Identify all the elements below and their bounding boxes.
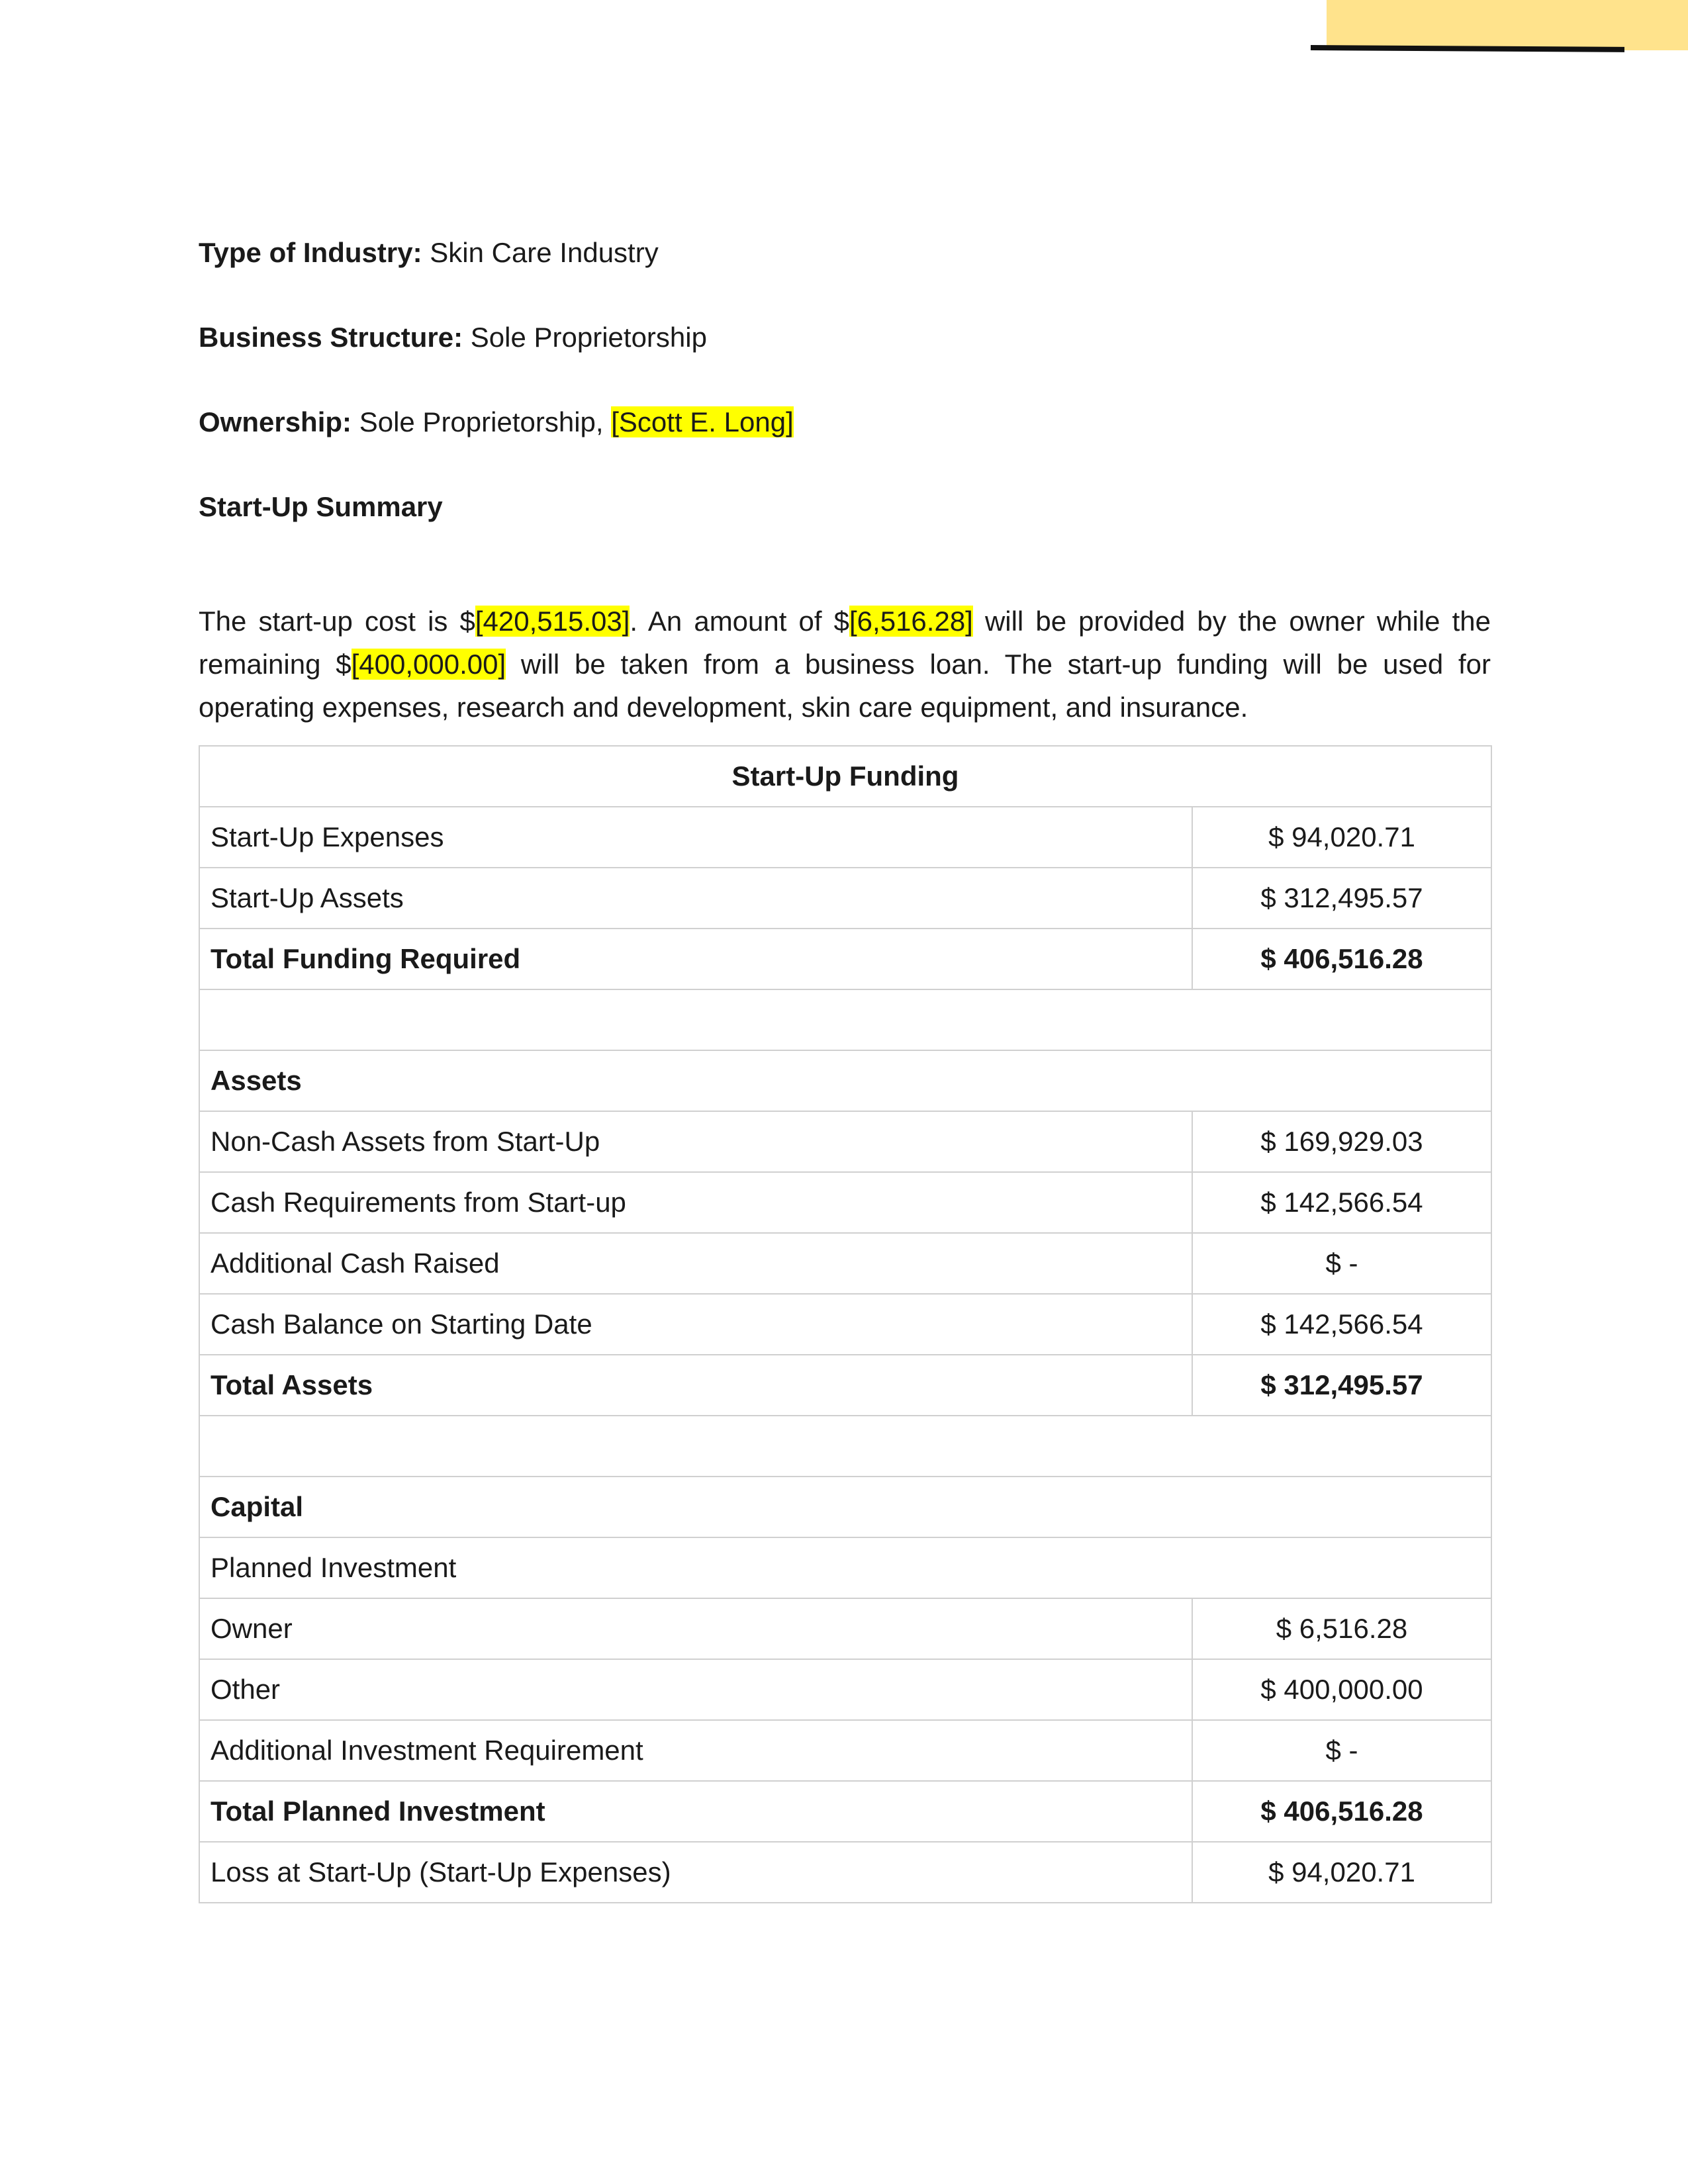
table-title-row — [199, 746, 1491, 807]
row-label: Cash Requirements from Start-up — [199, 1172, 1192, 1233]
structure-label: Business Structure: — [199, 322, 463, 353]
spacer-row — [199, 989, 1491, 1050]
table-row — [199, 1720, 1491, 1781]
row-label: Non-Cash Assets from Start-Up — [199, 1111, 1192, 1172]
row-amount: $ 169,929.03 — [1192, 1111, 1491, 1172]
corner-accent-tab — [1327, 0, 1688, 50]
corner-accent-rule — [1311, 45, 1624, 52]
row-amount: $ 142,566.54 — [1192, 1294, 1491, 1355]
table-row — [199, 868, 1491, 929]
row-label: Additional Cash Raised — [199, 1233, 1192, 1294]
total-row — [199, 929, 1491, 989]
ownership-field — [199, 405, 794, 439]
table-row — [199, 1172, 1491, 1233]
startup-summary-heading: Start-Up Summary — [199, 491, 443, 522]
total-row — [199, 1355, 1491, 1416]
row-label: Start-Up Expenses — [199, 807, 1192, 868]
section-label: Assets — [199, 1050, 1491, 1111]
row-amount: $ 406,516.28 — [1192, 1781, 1491, 1842]
structure-field — [199, 320, 707, 355]
table-row — [199, 1842, 1491, 1903]
summary-text-1: The start-up cost is $ — [199, 606, 475, 637]
total-row — [199, 1781, 1491, 1842]
row-label: Total Planned Investment — [199, 1781, 1192, 1842]
row-label: Total Funding Required — [199, 929, 1192, 989]
table-title: Start-Up Funding — [199, 746, 1491, 807]
summary-text-2: . An amount of $ — [630, 606, 850, 637]
row-label: Total Assets — [199, 1355, 1192, 1416]
subsection-row — [199, 1537, 1491, 1598]
row-label: Cash Balance on Starting Date — [199, 1294, 1192, 1355]
startup-cost-highlight: [420,515.03] — [475, 606, 630, 637]
row-label: Owner — [199, 1598, 1192, 1659]
industry-label: Type of Industry: — [199, 237, 422, 268]
owner-amount-highlight: [6,516.28] — [849, 606, 973, 637]
table-row — [199, 1294, 1491, 1355]
summary-text-4: will be taken from a business loan. The start-up funding will be used for operating expenses, research and development, skin care equipment, and insurance. — [199, 649, 1491, 723]
spacer-cell — [199, 1416, 1491, 1477]
table-row — [199, 1233, 1491, 1294]
table-row — [199, 1598, 1491, 1659]
spacer-row — [199, 1416, 1491, 1477]
row-amount: $ 6,516.28 — [1192, 1598, 1491, 1659]
row-amount: $ 406,516.28 — [1192, 929, 1491, 989]
summary-text-3: will be provided by the owner while the remaining $ — [199, 606, 1491, 680]
row-amount: $ - — [1192, 1233, 1491, 1294]
table-row — [199, 1111, 1491, 1172]
subsection-label: Planned Investment — [199, 1537, 1491, 1598]
loan-amount-highlight: [400,000.00] — [351, 649, 506, 680]
structure-value: Sole Proprietorship — [470, 322, 707, 353]
row-label: Start-Up Assets — [199, 868, 1192, 929]
startup-funding-table — [199, 745, 1492, 1903]
industry-field — [199, 236, 659, 270]
row-amount: $ - — [1192, 1720, 1491, 1781]
industry-value: Skin Care Industry — [430, 237, 659, 268]
startup-summary-paragraph — [199, 600, 1491, 729]
section-label: Capital — [199, 1477, 1491, 1537]
section-row — [199, 1050, 1491, 1111]
row-label: Loss at Start-Up (Start-Up Expenses) — [199, 1842, 1192, 1903]
row-amount: $ 142,566.54 — [1192, 1172, 1491, 1233]
owner-name-highlight: [Scott E. Long] — [611, 406, 794, 437]
spacer-cell — [199, 989, 1491, 1050]
table-row — [199, 1659, 1491, 1720]
row-amount: $ 94,020.71 — [1192, 1842, 1491, 1903]
ownership-label: Ownership: — [199, 406, 352, 437]
section-row — [199, 1477, 1491, 1537]
row-label: Other — [199, 1659, 1192, 1720]
row-amount: $ 312,495.57 — [1192, 1355, 1491, 1416]
row-label: Additional Investment Requirement — [199, 1720, 1192, 1781]
ownership-value: Sole Proprietorship, — [359, 406, 604, 437]
row-amount: $ 94,020.71 — [1192, 807, 1491, 868]
row-amount: $ 312,495.57 — [1192, 868, 1491, 929]
table-row — [199, 807, 1491, 868]
row-amount: $ 400,000.00 — [1192, 1659, 1491, 1720]
